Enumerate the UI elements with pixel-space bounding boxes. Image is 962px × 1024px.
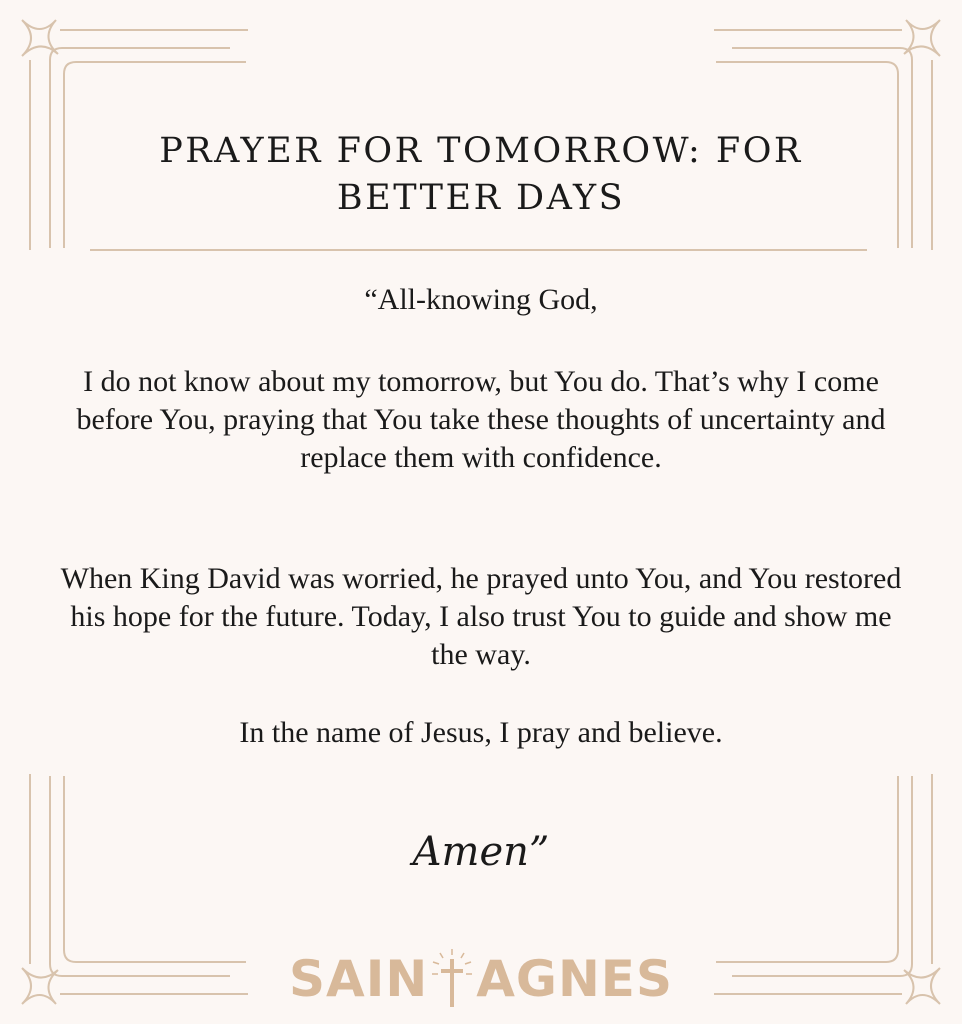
logo-text-right: AGNES	[476, 949, 673, 1008]
title-line-1: PRAYER FOR TOMORROW: FOR	[159, 131, 803, 171]
prayer-paragraph-1: I do not know about my tomorrow, but You do. That’s why I come before You, praying that You take these thoughts of uncertainty and replace them with confidence.	[76, 365, 886, 474]
page-title	[0, 128, 962, 222]
prayer-closing: Amen”	[412, 829, 550, 875]
title-divider	[90, 249, 867, 251]
cross-icon	[430, 947, 474, 1011]
prayer-paragraph-2: When King David was worried, he prayed unto You, and You restored his hope for the future. Today, I also trust You to guide and show me the way.	[60, 562, 902, 671]
title-line-2: BETTER DAYS	[336, 178, 626, 218]
logo-text-left: SAIN	[289, 949, 429, 1008]
prayer-paragraph-3: In the name of Jesus, I pray and believe.	[239, 716, 723, 749]
saint-agnes-logo	[0, 940, 962, 1010]
prayer-greeting: “All-knowing God,	[364, 283, 598, 316]
